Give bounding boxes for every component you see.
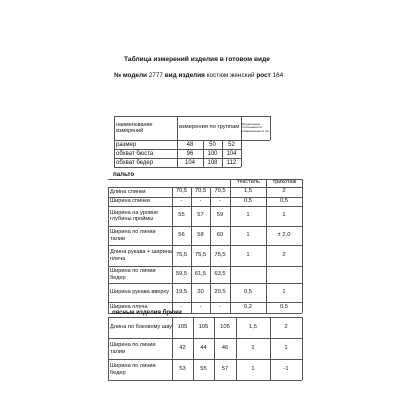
tolerance-knit: 2 bbox=[282, 188, 286, 195]
height-label: рост bbox=[256, 72, 271, 79]
row-label: Длина спинки bbox=[110, 188, 146, 195]
cell-value: 59,5 bbox=[175, 270, 188, 277]
row-label: Ширина по линии бедер bbox=[110, 363, 156, 376]
cell-value: - bbox=[180, 197, 183, 204]
cell-value: 61,5 bbox=[194, 270, 207, 277]
tolerance-textile bbox=[230, 266, 266, 283]
table-border bbox=[270, 116, 271, 140]
cell-value: 46 bbox=[221, 344, 229, 351]
tolerance-textile: 1,5 bbox=[243, 188, 253, 195]
cell-value: - bbox=[199, 303, 202, 310]
row-label: Ширина рукава вверху bbox=[110, 289, 169, 296]
row-label: Ширина плеча bbox=[110, 304, 148, 311]
section-label-pants: оясные изделия брюки bbox=[112, 309, 182, 316]
row-label: размер bbox=[116, 141, 137, 148]
table-border bbox=[266, 187, 267, 313]
product-kind-value: костюм женский bbox=[206, 72, 255, 79]
cell-value: - bbox=[219, 197, 221, 204]
table-border bbox=[230, 187, 231, 313]
model-number: 2777 bbox=[148, 72, 163, 79]
page-title: Таблица измерений изделия в готовом виде bbox=[124, 56, 270, 63]
table-border bbox=[236, 317, 237, 380]
tolerance-knit: 1 bbox=[282, 212, 286, 219]
cell-value: - bbox=[180, 303, 183, 310]
table-border bbox=[302, 179, 303, 187]
table-border bbox=[108, 187, 109, 313]
cell-value: 105 bbox=[220, 323, 230, 330]
table-border bbox=[270, 317, 271, 380]
table-border bbox=[108, 317, 109, 380]
cell-value: 55 bbox=[200, 365, 207, 372]
header-tolerance-note: Предельные отклонения от номинальных в см. bbox=[242, 121, 270, 133]
tolerance-knit bbox=[266, 266, 302, 283]
cell-value: 53 bbox=[179, 365, 186, 372]
tolerance-textile: 1 bbox=[246, 212, 250, 219]
cell-value: 60 bbox=[216, 231, 224, 238]
row-label: Ширина по линии талии bbox=[110, 342, 156, 355]
cell-value: 19,5 bbox=[175, 288, 188, 295]
model-info-line bbox=[114, 73, 283, 79]
tolerance-textile: 1 bbox=[251, 344, 255, 351]
row-label: Ширина по линии бедер bbox=[110, 268, 156, 281]
tolerance-header-textile: текстиль bbox=[237, 179, 260, 186]
table-border bbox=[302, 317, 303, 380]
tolerance-knit: 1 bbox=[282, 288, 286, 295]
table-border bbox=[114, 167, 241, 168]
cell-value: 104 bbox=[184, 159, 195, 166]
tolerance-knit: 0,5 bbox=[279, 303, 289, 310]
cell-value: 44 bbox=[200, 344, 207, 351]
height-value: 164 bbox=[272, 72, 284, 79]
cell-value: 52 bbox=[228, 141, 235, 148]
cell-value: 96 bbox=[186, 150, 194, 157]
cell-value: 104 bbox=[226, 150, 237, 157]
tolerance-knit: 2 bbox=[284, 323, 288, 330]
row-label: Длина рукава + ширина плеча bbox=[110, 249, 172, 262]
cell-value: 108 bbox=[207, 159, 218, 166]
cell-value: 112 bbox=[226, 159, 237, 166]
tolerance-knit: 2 bbox=[282, 251, 286, 258]
tolerance-textile: 0,5 bbox=[243, 197, 253, 204]
tolerance-textile: 1 bbox=[251, 365, 255, 372]
header-measurement-name: наименование измерений bbox=[116, 121, 153, 134]
row-label: Ширина по линии талии bbox=[110, 229, 156, 242]
tolerance-knit: 1 bbox=[284, 344, 288, 351]
tolerance-knit: ± 2,0 bbox=[277, 231, 291, 238]
tolerance-header-knit: трикотаж bbox=[272, 179, 297, 186]
cell-value: 75,5 bbox=[214, 251, 226, 258]
table-border bbox=[210, 187, 211, 313]
table-border bbox=[193, 317, 194, 380]
row-label: Ширина на уровне глубины проймы bbox=[110, 209, 159, 222]
tolerance-textile: 0,2 bbox=[243, 303, 253, 310]
table-border bbox=[230, 179, 231, 187]
table-border bbox=[266, 179, 267, 187]
cell-value: 20,5 bbox=[214, 288, 226, 295]
table-border bbox=[172, 187, 173, 313]
cell-value: 75,5 bbox=[194, 251, 207, 258]
cell-value: 48 bbox=[186, 141, 194, 148]
cell-value: - bbox=[199, 197, 202, 204]
cell-value: 50 bbox=[209, 141, 216, 148]
tolerance-textile: 1 bbox=[246, 251, 250, 258]
row-label: Длина по боковому шву bbox=[110, 324, 172, 331]
cell-value: 63,5 bbox=[214, 270, 226, 277]
cell-value: 58 bbox=[197, 231, 204, 238]
cell-value: 105 bbox=[198, 323, 209, 330]
header-size-groups: измерения по группам bbox=[178, 124, 240, 131]
table-border bbox=[172, 317, 173, 380]
cell-value: 57 bbox=[197, 212, 204, 219]
tolerance-textile: 1,5 bbox=[248, 323, 258, 330]
section-label-coat: пальто bbox=[113, 170, 135, 178]
cell-value: 57 bbox=[221, 365, 229, 372]
cell-value: 20 bbox=[197, 288, 204, 295]
tolerance-knit: -1 bbox=[283, 365, 289, 372]
cell-value: 55 bbox=[178, 212, 185, 219]
table-border bbox=[191, 187, 192, 313]
tolerance-knit: 0,5 bbox=[279, 197, 289, 204]
row-label: обхват бюста bbox=[116, 150, 154, 157]
tolerance-textile: 1 bbox=[246, 231, 250, 238]
tolerance-textile: 0,5 bbox=[243, 288, 253, 295]
cell-value: 59 bbox=[216, 212, 224, 219]
row-label: обхват бедер bbox=[116, 159, 154, 166]
cell-value: 75,5 bbox=[175, 251, 188, 258]
cell-value: - bbox=[219, 303, 221, 310]
table-border bbox=[108, 380, 302, 381]
model-label: № модели bbox=[114, 72, 147, 79]
cell-value: 70,5 bbox=[214, 188, 226, 195]
cell-value: 100 bbox=[207, 150, 218, 157]
cell-value: 105 bbox=[177, 323, 188, 330]
table-border bbox=[214, 317, 215, 380]
product-kind-label: вид изделия bbox=[164, 72, 205, 79]
cell-value: 56 bbox=[178, 231, 185, 238]
cell-value: 70,5 bbox=[194, 188, 207, 195]
row-label: Ширина спинки bbox=[110, 198, 150, 205]
table-border bbox=[302, 187, 303, 313]
cell-value: 70,5 bbox=[175, 188, 188, 195]
cell-value: 42 bbox=[179, 344, 186, 351]
